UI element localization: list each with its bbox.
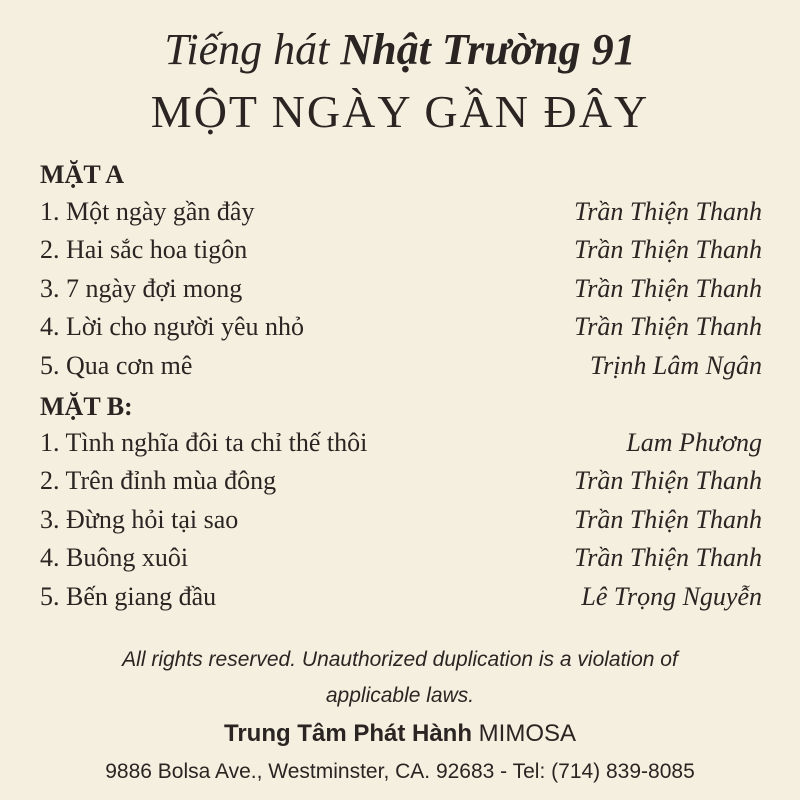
title-prefix: Tiếng hát [164, 25, 330, 74]
publisher-brand: MIMOSA [478, 720, 577, 747]
rights-line-2: applicable laws. [325, 684, 475, 707]
track-composer: Trần Thiện Thanh [574, 274, 762, 303]
track-row [40, 195, 762, 229]
track-title: 4. Buông xuôi [40, 543, 189, 572]
track-row [40, 580, 762, 614]
publisher-line [0, 718, 800, 750]
track-row [40, 310, 762, 344]
publisher-name: Trung Tâm Phát Hành [223, 720, 472, 747]
publisher-address: 9886 Bolsa Ave., Westminster, CA. 92683 - Tel: (714) 839-8085 [105, 760, 695, 783]
singer-name: Nhật Trường 91 [340, 25, 636, 74]
track-row [40, 272, 762, 306]
track-title: 2. Trên đỉnh mùa đông [40, 466, 277, 495]
track-row [40, 233, 762, 267]
track-title: 3. Đừng hỏi tại sao [40, 505, 239, 534]
side-a-heading: MẶT A [40, 160, 125, 189]
album-artist-line [0, 22, 800, 78]
track-composer: Lam Phương [626, 428, 762, 457]
track-composer: Trần Thiện Thanh [574, 466, 762, 495]
track-title: 2. Hai sắc hoa tigôn [40, 235, 248, 264]
track-row [40, 464, 762, 498]
rights-notice [0, 642, 800, 714]
track-composer: Trần Thiện Thanh [574, 543, 762, 572]
track-title: 4. Lời cho người yêu nhỏ [40, 312, 304, 341]
track-composer: Trịnh Lâm Ngân [590, 351, 762, 380]
track-composer: Trần Thiện Thanh [574, 197, 762, 226]
track-title: 1. Một ngày gần đây [40, 197, 255, 226]
track-composer: Trần Thiện Thanh [574, 505, 762, 534]
side-b-heading: MẶT B: [40, 392, 133, 421]
track-title: 1. Tình nghĩa đôi ta chỉ thế thôi [40, 428, 368, 457]
album-title: MỘT NGÀY GẦN ĐÂY [150, 86, 650, 137]
track-row [40, 349, 762, 383]
track-composer: Trần Thiện Thanh [574, 235, 762, 264]
track-row [40, 426, 762, 460]
track-title: 5. Qua cơn mê [40, 351, 193, 380]
track-title: 5. Bến giang đầu [40, 582, 217, 611]
track-row [40, 503, 762, 537]
track-composer: Trần Thiện Thanh [574, 312, 762, 341]
track-composer: Lê Trọng Nguyễn [581, 582, 762, 611]
rights-line-1: All rights reserved. Unauthorized duplication is a violation of [122, 648, 678, 671]
track-title: 3. 7 ngày đợi mong [40, 274, 243, 303]
track-row [40, 541, 762, 575]
